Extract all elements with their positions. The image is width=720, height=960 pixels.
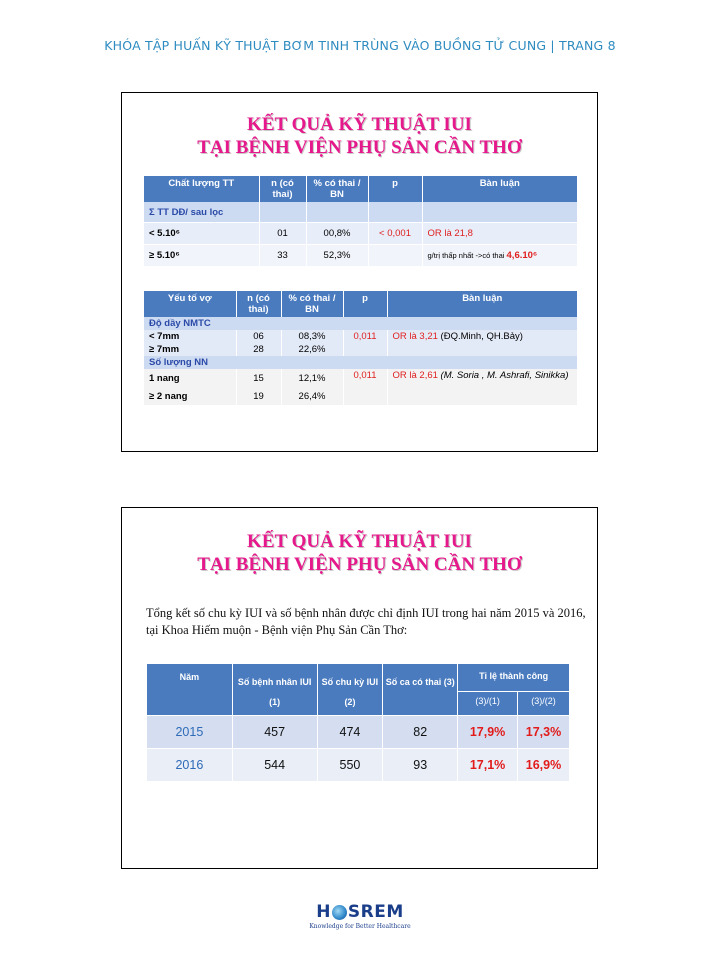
table-header-row <box>147 664 570 692</box>
row-label: 1 nang <box>144 369 236 387</box>
cell-ratio-1: 17,1% <box>458 749 518 782</box>
col-header: Chất lượng TT <box>144 176 259 202</box>
row-label: < 5.10⁶ <box>144 223 259 245</box>
table-row <box>147 749 570 782</box>
cell-note <box>422 245 578 267</box>
cell-year: 2016 <box>147 749 233 782</box>
table-row <box>144 245 578 267</box>
slide-1-title <box>122 113 597 159</box>
cell-pct: 12,1% <box>281 369 343 387</box>
cell-note <box>387 330 578 356</box>
cell-ratio-2: 16,9% <box>518 749 570 782</box>
cell-ratio-2: 17,3% <box>518 716 570 749</box>
note-or: OR là 2,61 <box>392 370 438 381</box>
cell-n: 33 <box>259 245 306 267</box>
note-ref: (M. Soria , M. Ashrafi, Sinikka) <box>437 370 569 381</box>
note-or: OR là 3,21 <box>392 331 438 342</box>
logo-wordmark <box>305 902 415 922</box>
cell-p: 0,011 <box>343 369 387 405</box>
table-row <box>144 330 578 343</box>
cell-pct: 52,3% <box>306 245 368 267</box>
cell-n: 19 <box>236 387 281 405</box>
col-header-cycles: Số chu kỳ IUI (2) <box>317 664 383 716</box>
row-label: ≥ 5.10⁶ <box>144 245 259 267</box>
col-header: p <box>343 291 387 317</box>
cell-pct: 22,6% <box>281 343 343 356</box>
logo-letter: H <box>316 902 331 922</box>
col-header: p <box>368 176 422 202</box>
cell-pct: 08,3% <box>281 330 343 343</box>
note-value: 4,6.10⁶ <box>506 250 538 261</box>
row-label: < 7mm <box>144 330 236 343</box>
female-factor-table <box>144 291 578 405</box>
col-header-pregnancies: Số ca có thai (3) <box>383 664 458 716</box>
col-header-patients: Số bệnh nhân IUI (1) <box>232 664 317 716</box>
note-text: g/trị thấp nhất ->có thai <box>427 251 507 260</box>
col-header: % có thai / BN <box>281 291 343 317</box>
cell-n: 15 <box>236 369 281 387</box>
cell-p: < 0,001 <box>368 223 422 245</box>
logo-tagline: Knowledge for Better Healthcare <box>309 923 411 930</box>
table-header-row <box>144 176 578 202</box>
cell-pregnancies: 93 <box>383 749 458 782</box>
table-section-row <box>144 202 578 223</box>
cell-patients: 544 <box>232 749 317 782</box>
table-section-row <box>144 317 578 330</box>
cell-cycles: 474 <box>317 716 383 749</box>
cell-n: 28 <box>236 343 281 356</box>
cell-p: 0,011 <box>343 330 387 356</box>
page-header: KHÓA TẬP HUẤN KỸ THUẬT BƠM TINH TRÙNG VÀO BUỒNG TỬ CUNG | TRANG 8 <box>104 38 616 53</box>
col-header: Yếu tố vợ <box>144 291 236 317</box>
cell-n: 06 <box>236 330 281 343</box>
section-label: Σ TT DĐ/ sau lọc <box>144 202 259 223</box>
col-header: n (có thai) <box>259 176 306 202</box>
cell-pct: 00,8% <box>306 223 368 245</box>
col-header-year: Năm <box>147 664 233 716</box>
col-header-success-rate: Tỉ lệ thành công <box>458 664 570 692</box>
table-header-row <box>144 291 578 317</box>
cell-note: OR là 21,8 <box>422 223 578 245</box>
title-line-1: KẾT QUẢ KỸ THUẬT IUI <box>247 114 472 135</box>
table-row <box>147 716 570 749</box>
cell-p <box>368 245 422 267</box>
section-label: Số lượng NN <box>144 356 578 369</box>
globe-icon <box>332 905 347 920</box>
title-line-2: TẠI BỆNH VIỆN PHỤ SẢN CẦN THƠ <box>197 137 522 158</box>
intro-paragraph: Tổng kết số chu kỳ IUI và số bệnh nhân được chỉ định IUI trong hai năm 2015 và 2016, tại Khoa Hiếm muộn - Bệnh viện Phụ Sản Cần Thơ: <box>146 606 586 637</box>
cell-patients: 457 <box>232 716 317 749</box>
table-row <box>144 223 578 245</box>
cell-pct: 26,4% <box>281 387 343 405</box>
iui-summary-table <box>146 663 570 782</box>
slide-2 <box>121 507 598 869</box>
title-line-1: KẾT QUẢ KỸ THUẬT IUI <box>247 531 472 552</box>
cell-n: 01 <box>259 223 306 245</box>
slide-1 <box>121 92 598 452</box>
hosrem-logo <box>305 902 415 930</box>
col-header: Bàn luận <box>387 291 578 317</box>
cell-note <box>387 369 578 405</box>
col-header: Bàn luận <box>422 176 578 202</box>
title-line-2: TẠI BỆNH VIỆN PHỤ SẢN CẦN THƠ <box>197 554 522 575</box>
cell-year: 2015 <box>147 716 233 749</box>
slide-2-title <box>122 530 597 576</box>
sperm-quality-table <box>144 176 578 267</box>
table-row <box>144 369 578 387</box>
logo-letters: SREM <box>347 902 404 922</box>
cell-pregnancies: 82 <box>383 716 458 749</box>
col-header: % có thai / BN <box>306 176 368 202</box>
table-section-row <box>144 356 578 369</box>
cell-cycles: 550 <box>317 749 383 782</box>
cell-ratio-1: 17,9% <box>458 716 518 749</box>
section-label: Độ dầy NMTC <box>144 317 578 330</box>
row-label: ≥ 2 nang <box>144 387 236 405</box>
col-header-ratio-2: (3)/(2) <box>518 692 570 716</box>
col-header-ratio-1: (3)/(1) <box>458 692 518 716</box>
row-label: ≥ 7mm <box>144 343 236 356</box>
col-header: n (có thai) <box>236 291 281 317</box>
note-ref: (ĐQ.Minh, QH.Bảy) <box>437 331 523 342</box>
